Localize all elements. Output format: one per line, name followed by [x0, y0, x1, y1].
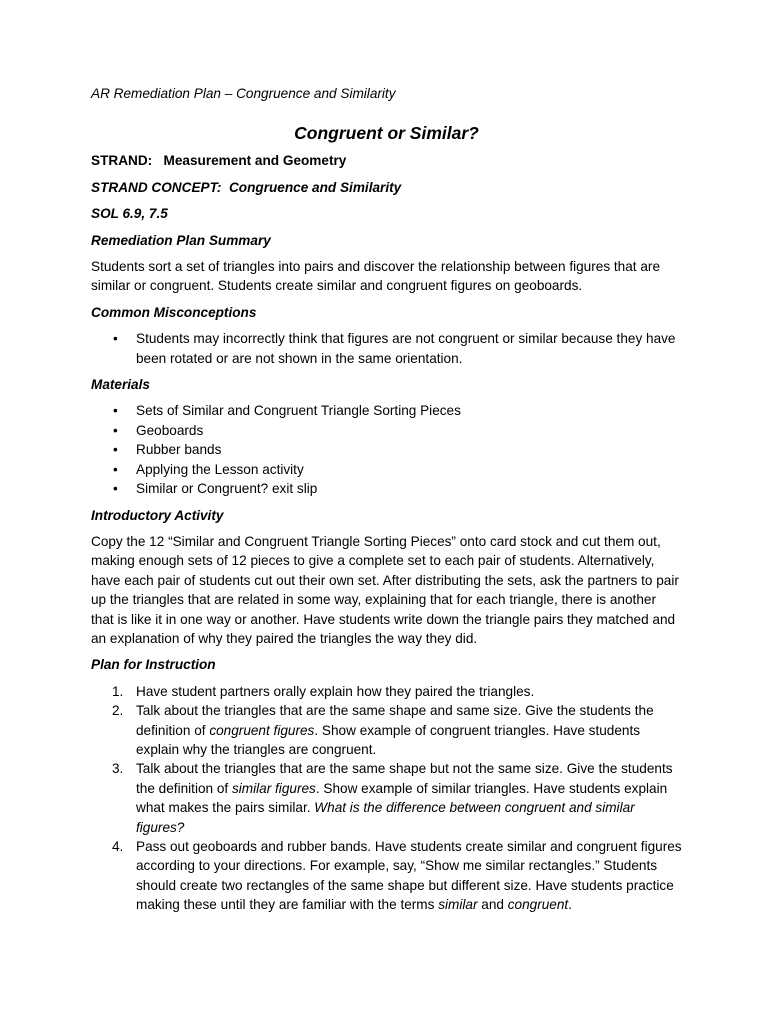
- step-question: What is the difference between congruent and similar figures?: [136, 800, 635, 835]
- list-item: [91, 440, 682, 459]
- list-item: [91, 837, 682, 915]
- list-item-text: Similar or Congruent? exit slip: [136, 481, 318, 497]
- list-item: [91, 329, 682, 368]
- step-term: similar: [438, 897, 478, 913]
- bullet-icon: •: [113, 331, 118, 347]
- step-term: congruent figures: [209, 722, 315, 738]
- materials-heading: Materials: [91, 377, 150, 393]
- step-term: similar figures: [231, 780, 316, 796]
- bullet-icon: •: [113, 442, 118, 458]
- list-item: [91, 701, 682, 759]
- list-item: [91, 460, 682, 479]
- step-text: Talk about the triangles that are the same shape and same size. Give the students the definition of: [136, 703, 654, 738]
- materials-list: [91, 401, 682, 498]
- strand-concept-line: [91, 178, 682, 197]
- step-number: 1.: [112, 683, 124, 699]
- list-item-text: Geoboards: [136, 422, 204, 438]
- strand-line: [91, 151, 682, 170]
- misconceptions-list: [91, 329, 682, 368]
- strand-value: Measurement and Geometry: [163, 153, 347, 169]
- summary-heading: Remediation Plan Summary: [91, 232, 271, 248]
- strand-concept-value: Congruence and Similarity: [228, 179, 402, 195]
- sol-line: SOL 6.9, 7.5: [91, 206, 168, 222]
- bullet-icon: •: [113, 403, 118, 419]
- step-text: . Show example of congruent triangles. Have students explain why the triangles are congruent.: [136, 722, 641, 757]
- intro-heading: Introductory Activity: [91, 507, 224, 523]
- strand-concept-label: STRAND CONCEPT:: [91, 179, 222, 195]
- step-text: Pass out geoboards and rubber bands. Have students create similar and congruent figures according to your directions. For example, say, “Show me similar rectangles.” Students should create two rectangles of the same shape but different size. Have students practice making these until they are familiar with the terms: [136, 839, 682, 913]
- list-item: [91, 682, 682, 701]
- step-number: 2.: [112, 703, 124, 719]
- list-item-text: Applying the Lesson activity: [136, 461, 304, 477]
- step-text: .: [568, 897, 572, 913]
- list-item-text: Rubber bands: [136, 442, 222, 458]
- summary-text: Students sort a set of triangles into pairs and discover the relationship between figures that are similar or congruent. Students create similar and congruent figures on geoboards.: [91, 259, 660, 294]
- list-item: [91, 759, 682, 837]
- bullet-icon: •: [113, 422, 118, 438]
- step-text: Talk about the triangles that are the same shape but not the same size. Give the students the definition of: [136, 761, 673, 796]
- plan-steps-list: [91, 682, 682, 915]
- list-item-text: Students may incorrectly think that figures are not congruent or similar because they have been rotated or are not shown in the same orientation.: [136, 331, 676, 366]
- bullet-icon: •: [113, 481, 118, 497]
- step-text: and: [477, 897, 508, 913]
- page-title: Congruent or Similar?: [294, 123, 479, 144]
- step-number: 3.: [112, 761, 124, 777]
- list-item: [91, 421, 682, 440]
- step-text: . Show example of similar triangles. Have students explain what makes the pairs similar.: [136, 780, 668, 816]
- strand-label: STRAND:: [91, 153, 153, 169]
- bullet-icon: •: [113, 461, 118, 477]
- plan-heading: Plan for Instruction: [91, 657, 216, 673]
- step-term: congruent: [507, 897, 569, 913]
- step-number: 4.: [112, 839, 124, 854]
- list-item: [91, 479, 682, 498]
- list-item-text: Sets of Similar and Congruent Triangle Sorting Pieces: [136, 403, 461, 419]
- list-item: [91, 401, 682, 420]
- running-head: AR Remediation Plan – Congruence and Similarity: [91, 86, 396, 101]
- step-text: Have student partners orally explain how they paired the triangles.: [136, 683, 535, 699]
- misconceptions-heading: Common Misconceptions: [91, 304, 257, 320]
- intro-text: Copy the 12 “Similar and Congruent Triangle Sorting Pieces” onto card stock and cut them out, making enough sets of 12 pieces to give a complete set to each pair of students. Alternatively, have each pair of students cut out their own set. After distributing the sets, ask the partners to pair up the triangles that are related in some way, explaining that for each triangle, there is another that is like it in one way or another. Have students write down the triangle pairs they matched and an explanation of why they paired the triangles the way they did.: [91, 533, 679, 646]
